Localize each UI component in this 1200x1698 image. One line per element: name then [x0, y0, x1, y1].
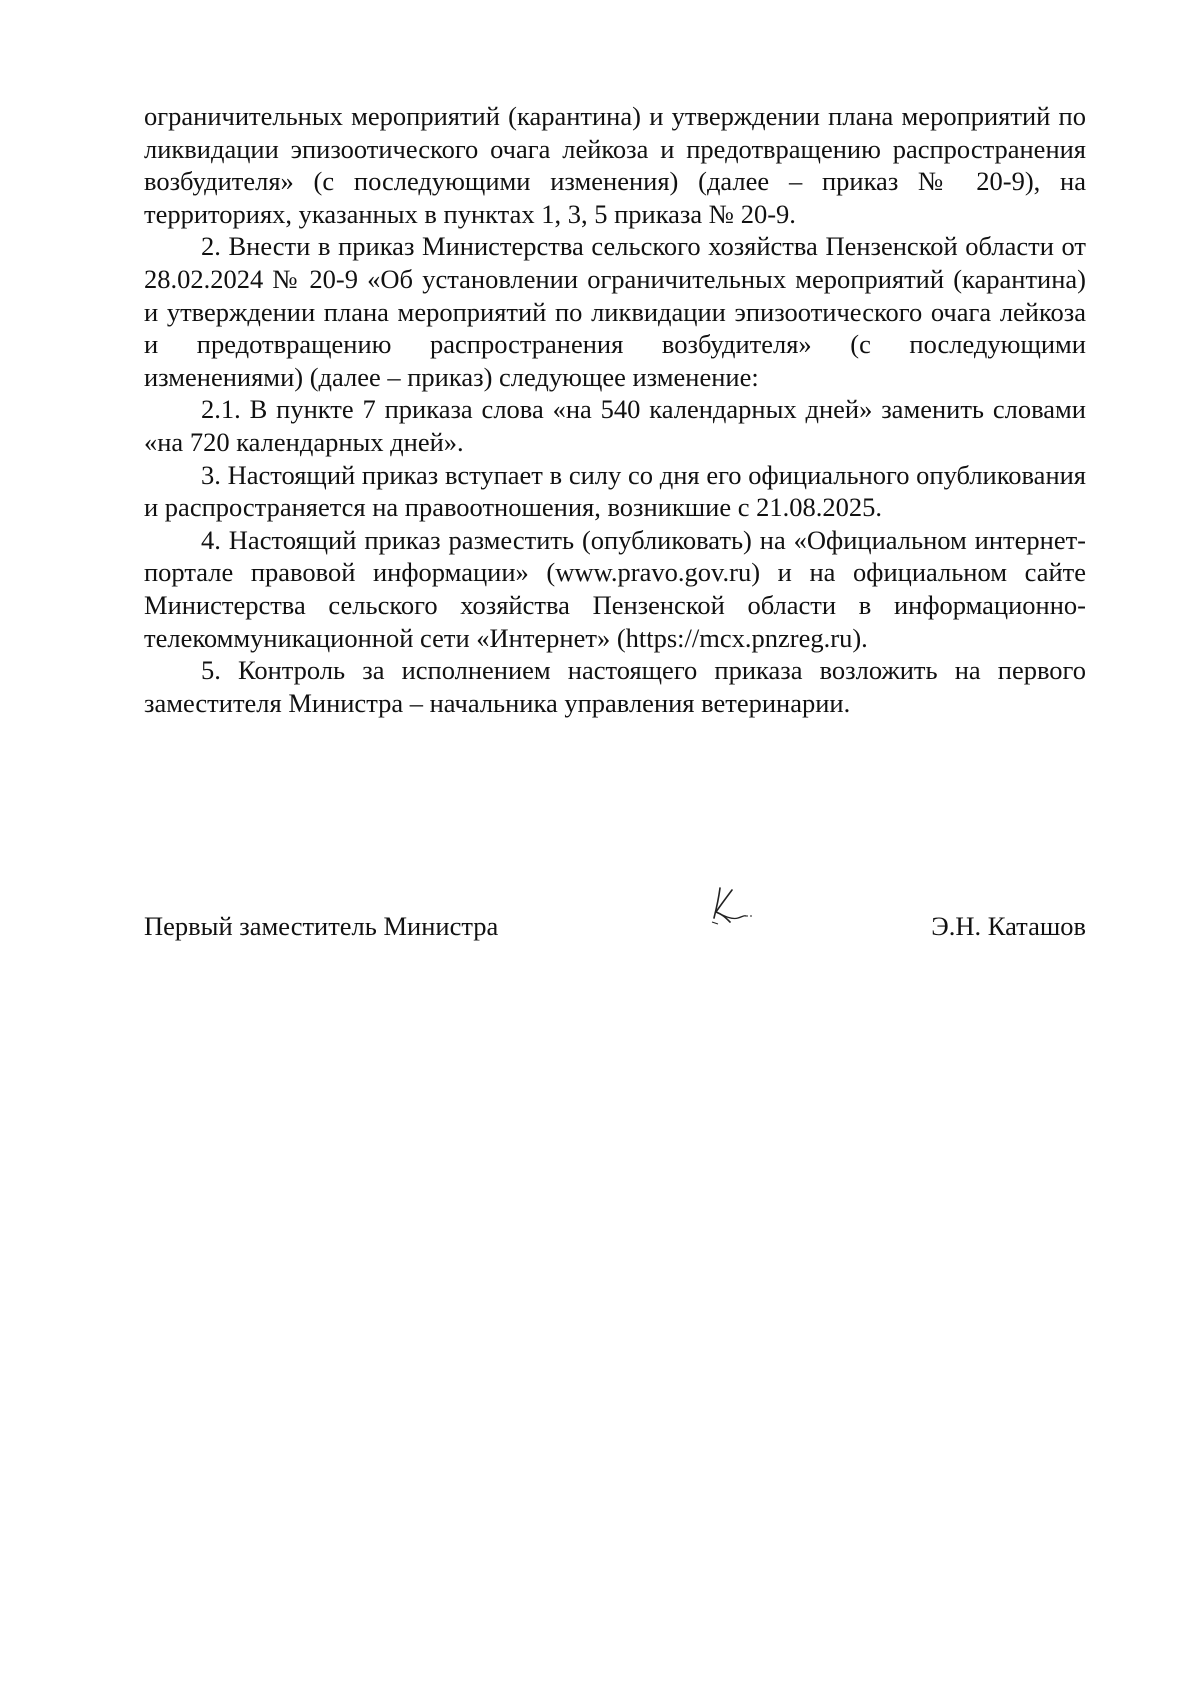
- paragraph-item-2: 2. Внести в приказ Министерства сельского хозяйства Пензенской области от 28.02.2024 № 20-9 «Об установлении ограничительных мероприятий (карантина) и утверждении плана мероприятий по ликвидации эпизоотического очага лейкоза и предотвращению распространения возбудителя» (с последующими изменениями) (далее – приказ) следующее изменение:: [144, 231, 1086, 392]
- paragraph-item-3: 3. Настоящий приказ вступает в силу со дня его официального опубликования и распространяется на правоотношения, возникшие с 21.08.2025.: [144, 459, 1086, 523]
- paragraph-continuation: ограничительных мероприятий (карантина) и утверждении плана мероприятий по ликвидации эпизоотического очага лейкоза и предотвращению распространения возбудителя» (с последующими изменения) (далее – приказ № 20-9), на территориях, указанных в пунктах 1, 3, 5 приказа № 20-9.: [144, 101, 1086, 229]
- signatory-name: Э.Н. Каташов: [931, 911, 1086, 941]
- handwritten-signature-icon: [706, 884, 766, 934]
- paragraph-item-5: 5. Контроль за исполнением настоящего приказа возложить на первого заместителя Министра – начальника управления ветеринарии.: [144, 655, 1086, 718]
- signature-block: [144, 910, 1086, 950]
- paragraph-item-4: 4. Настоящий приказ разместить (опубликовать) на «Официальном интернет-портале правовой информации» (www.pravo.gov.ru) и на официальном сайте Министерства сельского хозяйства Пензенской области в информационно-телекоммуникационной сети «Интернет» (https://mcx.pnzreg.ru).: [144, 524, 1086, 653]
- document-body: [144, 100, 1086, 719]
- signatory-position: Первый заместитель Министра: [144, 911, 499, 941]
- paragraph-item-2-1: 2.1. В пункте 7 приказа слова «на 540 календарных дней» заменить словами «на 720 календарных дней».: [144, 394, 1086, 457]
